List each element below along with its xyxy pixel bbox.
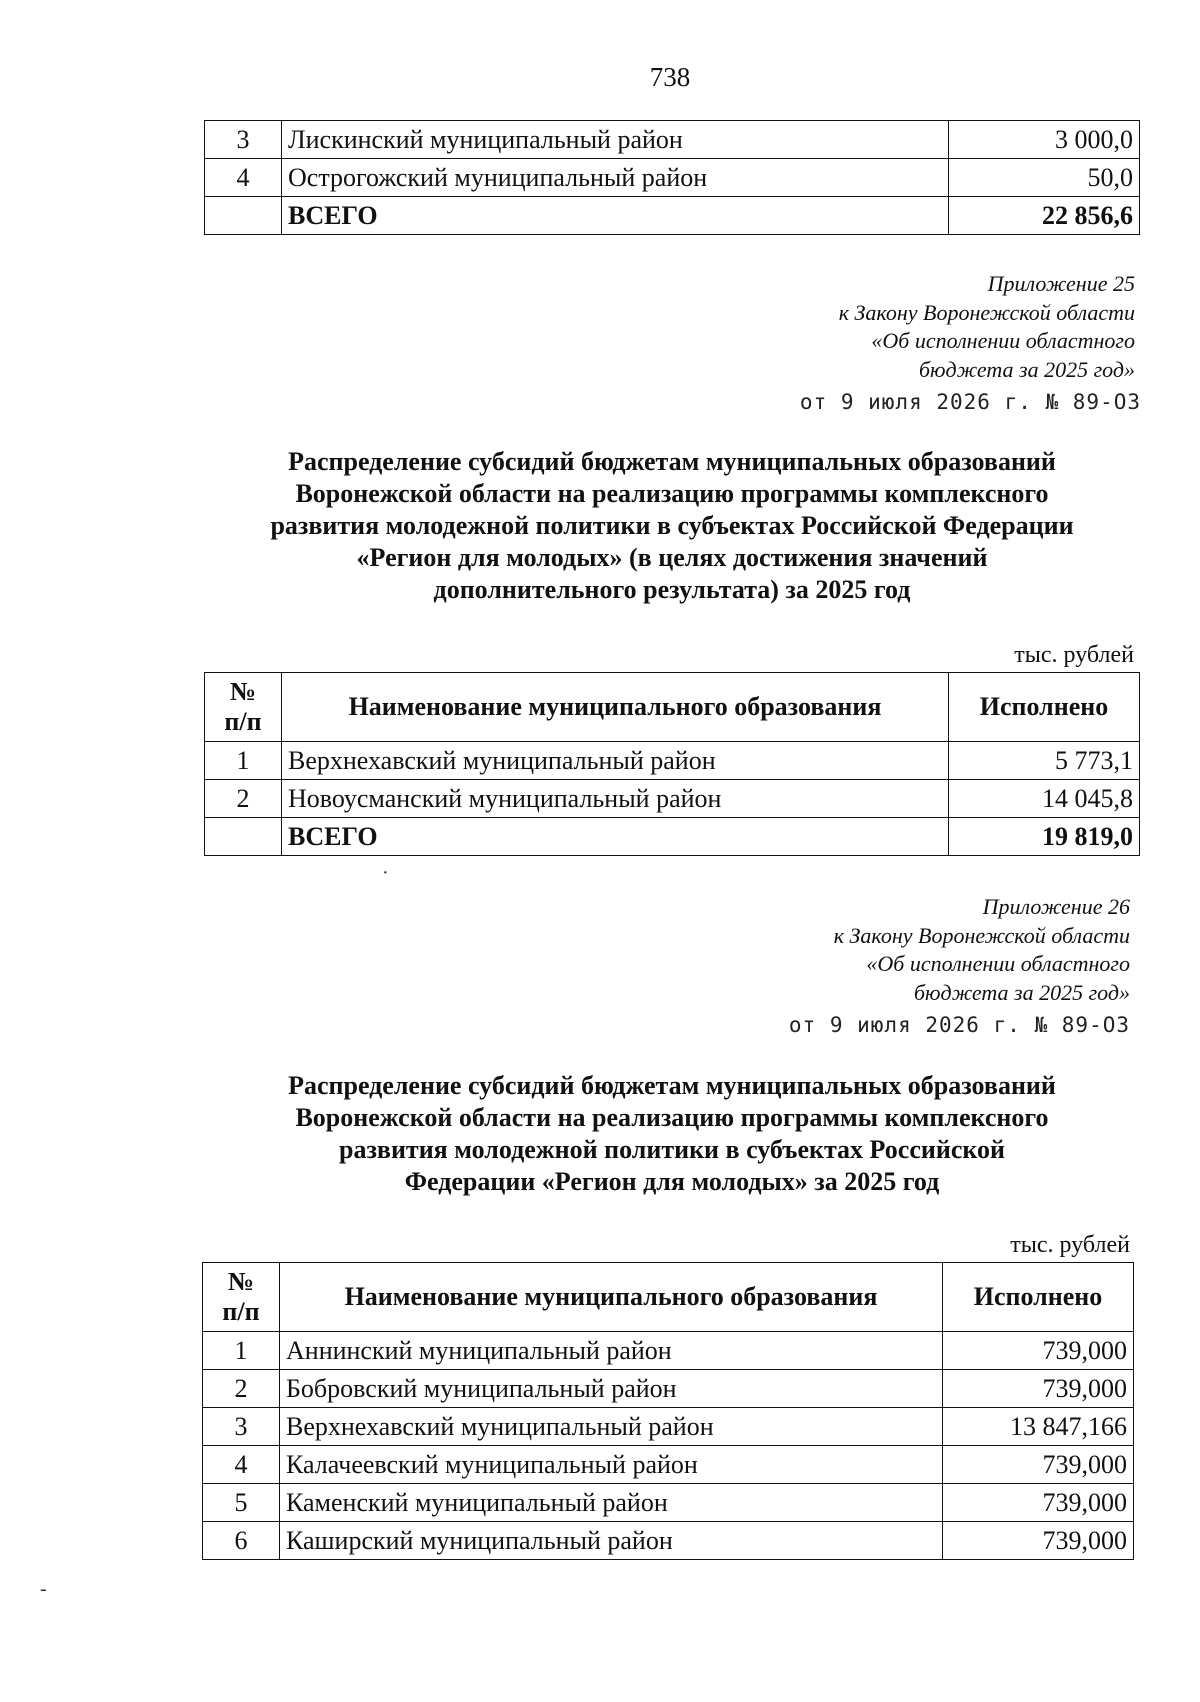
column-header-number <box>203 1263 280 1332</box>
table-row <box>203 1446 1134 1484</box>
annex-date: от 9 июля 2026 г. № 89-ОЗ <box>788 1013 1130 1037</box>
annex-law-name-cont: бюджета за 2025 год» <box>913 979 1130 1005</box>
column-header-number <box>205 673 282 742</box>
municipality-name: Аннинский муниципальный район <box>280 1332 943 1370</box>
table-header <box>205 673 1140 742</box>
municipality-name: Калачеевский муниципальный район <box>280 1446 943 1484</box>
table-row <box>203 1522 1134 1560</box>
annex-title: Приложение 25 <box>987 271 1135 296</box>
row-number: 4 <box>203 1446 280 1484</box>
table-row <box>205 780 1140 818</box>
annex-law-name: «Об исполнении областного <box>871 328 1135 353</box>
title-line: развития молодежной политики в субъектах Российской Федерации <box>270 511 1074 540</box>
total-value: 22 856,6 <box>949 197 1140 235</box>
table-row <box>205 121 1140 159</box>
municipality-name: Лискинский муниципальный район <box>282 121 949 159</box>
section-2-title <box>204 1070 1140 1198</box>
row-number: 5 <box>203 1484 280 1522</box>
municipality-name: Острогожский муниципальный район <box>282 159 949 197</box>
units-label: тыс. рублей <box>1014 642 1134 668</box>
annex-law-ref: к Закону Воронежской области <box>833 922 1130 948</box>
section-1-title <box>204 446 1140 606</box>
annex-26-caption <box>789 893 1130 1040</box>
executed-value: 739,000 <box>943 1370 1134 1408</box>
table-header <box>203 1263 1134 1332</box>
row-number: 3 <box>203 1408 280 1446</box>
row-number-empty <box>205 818 282 856</box>
title-line: Воронежской области на реализацию программы комплексного <box>295 1103 1049 1132</box>
row-number: 4 <box>205 159 282 197</box>
header-num-label: п/п <box>222 1297 260 1326</box>
annex-date: от 9 июля 2026 г. № 89-ОЗ <box>799 390 1141 414</box>
section-1-table <box>204 672 1140 856</box>
row-number: 3 <box>205 121 282 159</box>
row-number: 2 <box>205 780 282 818</box>
municipality-name: Каменский муниципальный район <box>280 1484 943 1522</box>
column-header-executed: Исполнено <box>949 673 1140 742</box>
annex-law-name: «Об исполнении областного <box>866 951 1130 976</box>
municipality-name: Верхнехавский муниципальный район <box>280 1408 943 1446</box>
table-row <box>205 159 1140 197</box>
header-num-sign: № <box>229 677 257 707</box>
executed-value: 3 000,0 <box>949 121 1140 159</box>
title-line: Федерации «Регион для молодых» за 2025 год <box>404 1167 940 1196</box>
title-line: Воронежской области на реализацию программы комплексного <box>295 479 1049 508</box>
total-value: 19 819,0 <box>949 818 1140 856</box>
title-line: развития молодежной политики в субъектах Российской <box>339 1135 1005 1164</box>
executed-value: 50,0 <box>949 159 1140 197</box>
executed-value: 14 045,8 <box>949 780 1140 818</box>
row-number: 1 <box>203 1332 280 1370</box>
row-number: 6 <box>203 1522 280 1560</box>
annex-law-ref: к Закону Воронежской области <box>838 299 1135 325</box>
executed-value: 739,000 <box>943 1522 1134 1560</box>
municipality-name: Верхнехавский муниципальный район <box>282 742 949 780</box>
municipality-name: Каширский муниципальный район <box>280 1522 943 1560</box>
total-row <box>205 197 1140 235</box>
municipality-name: Бобровский муниципальный район <box>280 1370 943 1408</box>
total-label: ВСЕГО <box>282 818 949 856</box>
table-row <box>203 1484 1134 1522</box>
annex-25-caption <box>799 270 1141 417</box>
table-row <box>203 1408 1134 1446</box>
page-number: 738 <box>649 62 691 92</box>
municipality-name: Новоусманский муниципальный район <box>282 780 949 818</box>
executed-value: 13 847,166 <box>943 1408 1134 1446</box>
total-row <box>205 818 1140 856</box>
table-row <box>203 1370 1134 1408</box>
title-line: Распределение субсидий бюджетам муниципальных образований <box>288 1071 1056 1100</box>
annex-title: Приложение 26 <box>982 894 1130 919</box>
total-label: ВСЕГО <box>282 197 949 235</box>
title-line: Распределение субсидий бюджетам муниципальных образований <box>288 447 1056 476</box>
column-header-name: Наименование муниципального образования <box>282 673 949 742</box>
units-label: тыс. рублей <box>1010 1232 1130 1258</box>
table-row <box>205 742 1140 780</box>
scan-speck: · <box>382 862 389 884</box>
section-2-table <box>202 1262 1134 1560</box>
header-num-sign: № <box>227 1267 255 1297</box>
annex-law-name-cont: бюджета за 2025 год» <box>918 356 1135 382</box>
executed-value: 5 773,1 <box>949 742 1140 780</box>
executed-value: 739,000 <box>943 1446 1134 1484</box>
row-number: 1 <box>205 742 282 780</box>
table-row <box>203 1332 1134 1370</box>
header-num-label: п/п <box>224 707 262 736</box>
scan-speck: - <box>40 1578 47 1600</box>
title-line: «Регион для молодых» (в целях достижения значений <box>356 543 988 572</box>
column-header-executed: Исполнено <box>943 1263 1134 1332</box>
row-number: 2 <box>203 1370 280 1408</box>
continuation-table <box>204 120 1140 235</box>
row-number-empty <box>205 197 282 235</box>
executed-value: 739,000 <box>943 1484 1134 1522</box>
executed-value: 739,000 <box>943 1332 1134 1370</box>
column-header-name: Наименование муниципального образования <box>280 1263 943 1332</box>
title-line: дополнительного результата) за 2025 год <box>433 575 911 604</box>
